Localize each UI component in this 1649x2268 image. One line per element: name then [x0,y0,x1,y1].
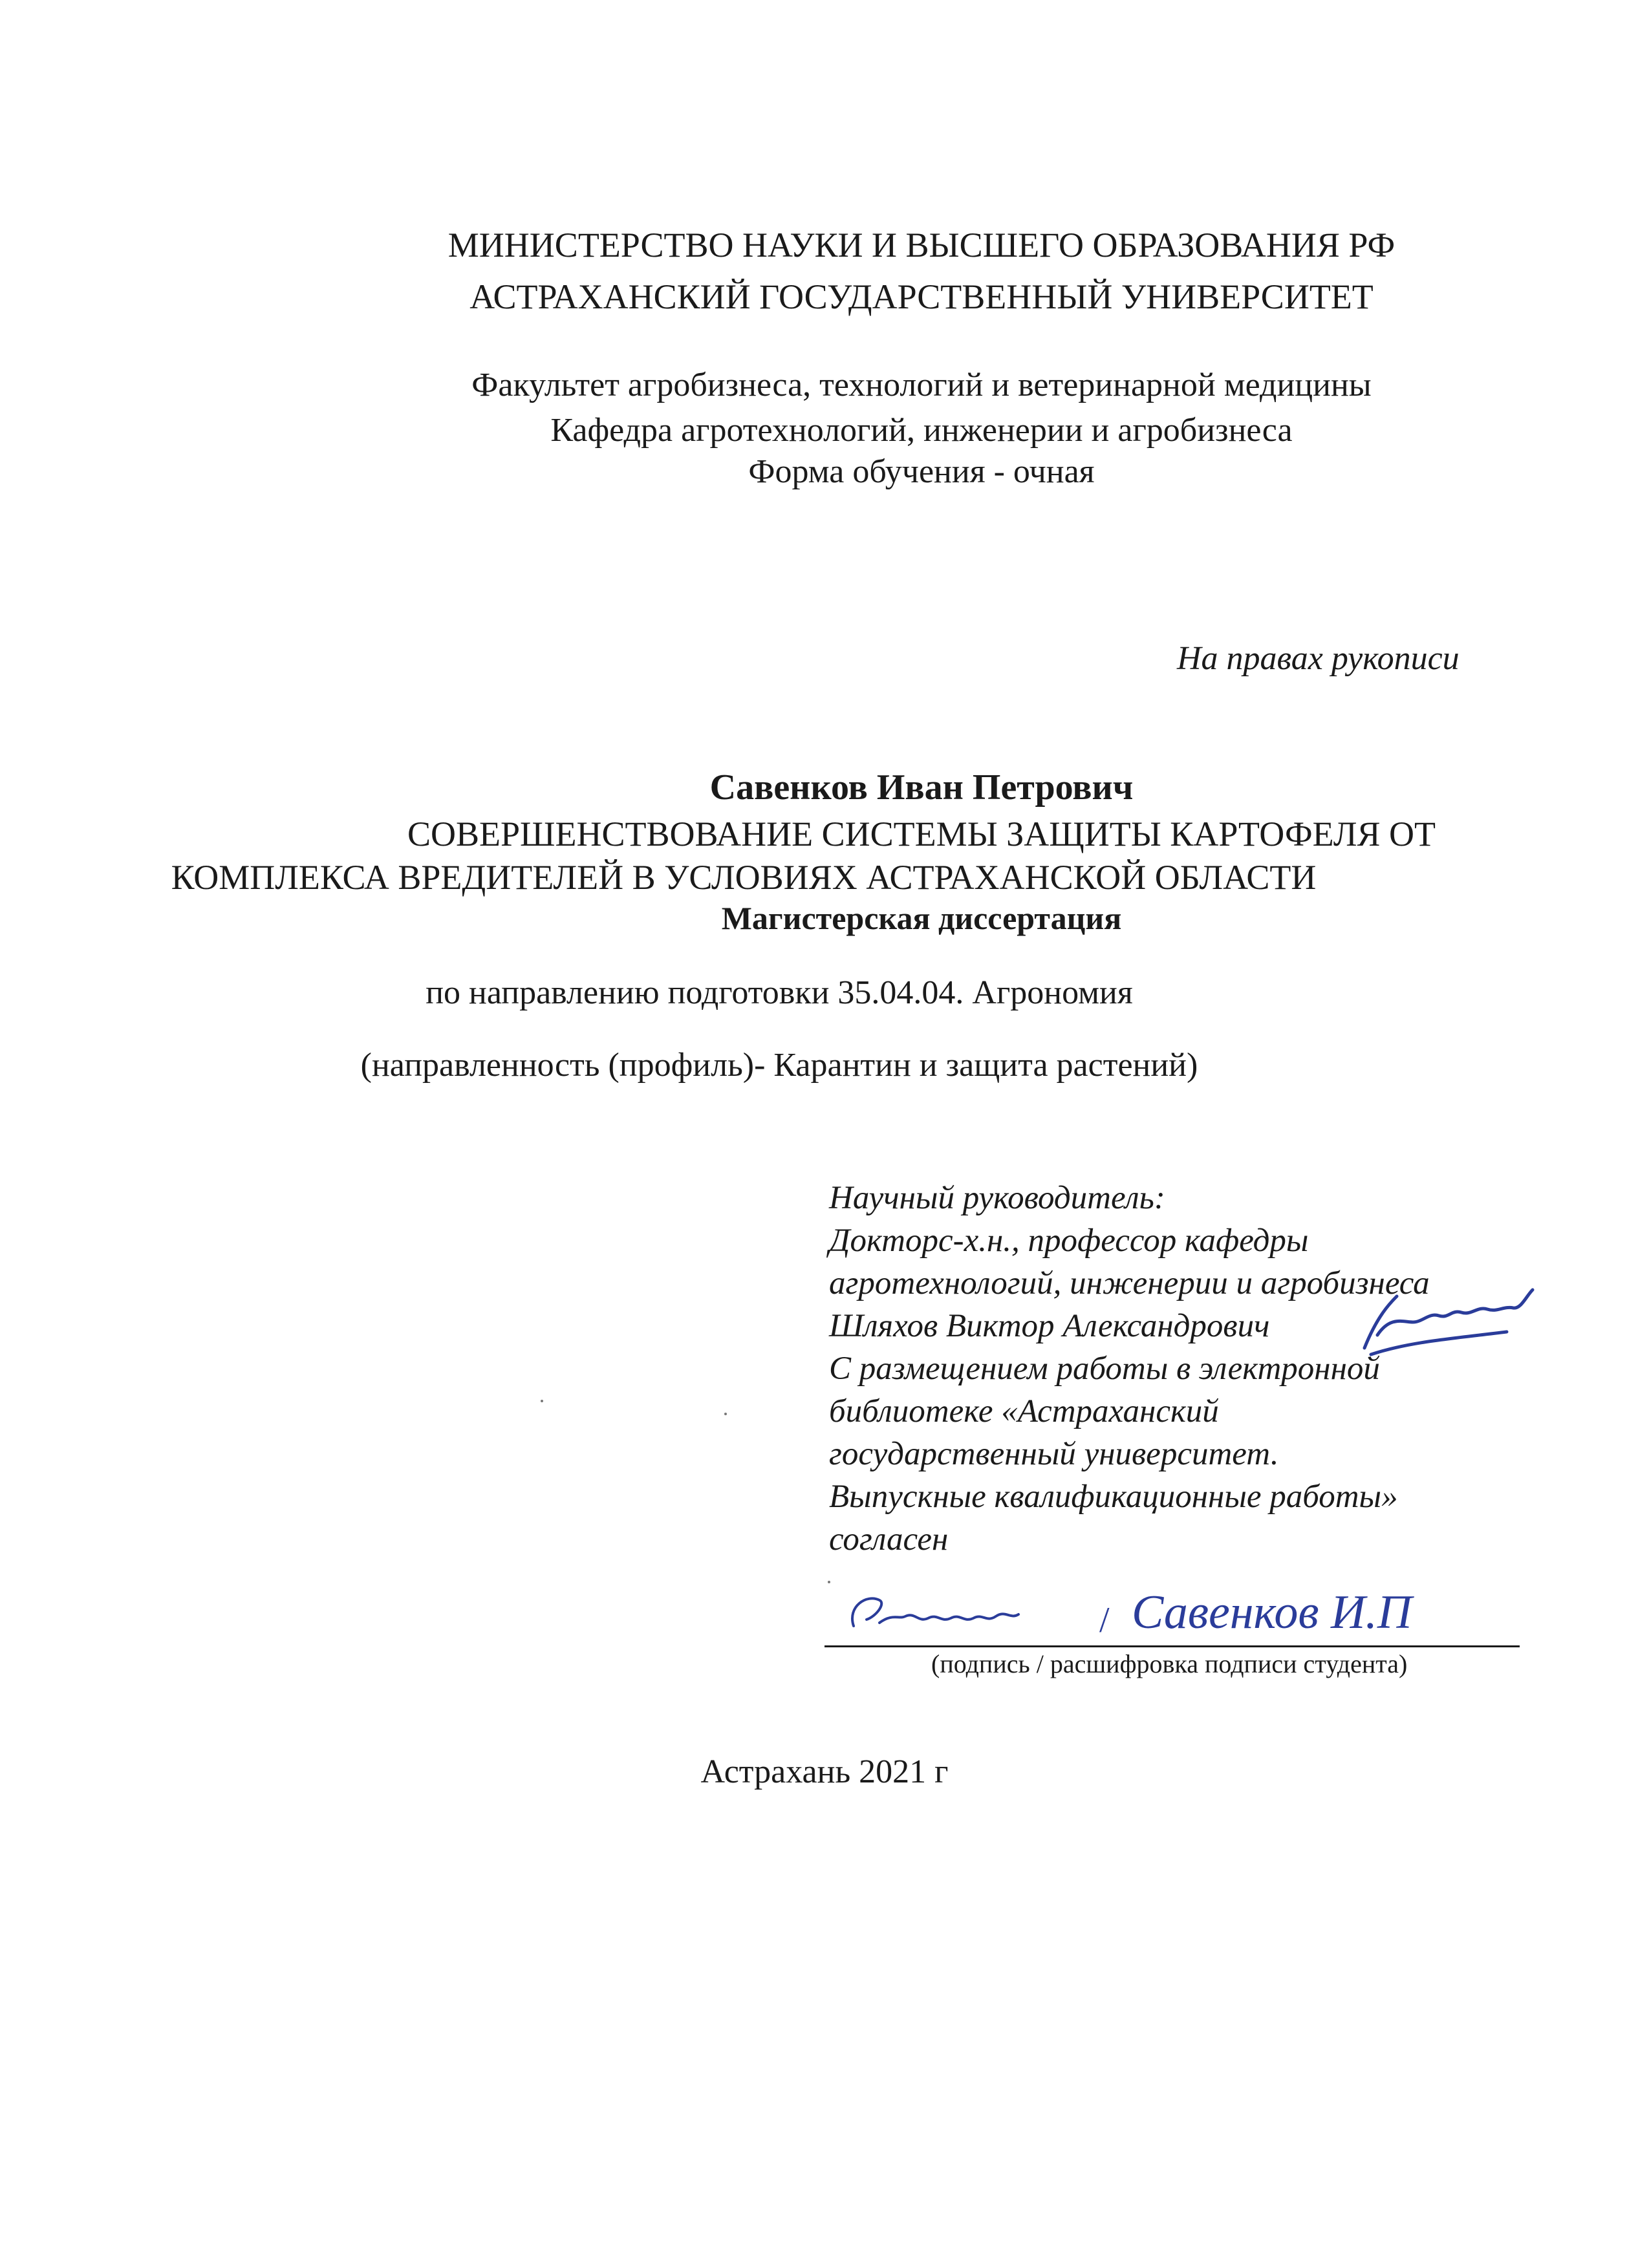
supervisor-degree: Докторс-х.н., профессор кафедры [829,1223,1309,1259]
scan-speck [828,1581,830,1583]
consent-line-1: С размещением работы в электронной [829,1351,1380,1387]
work-type: Магистерская диссертация [721,900,1122,936]
supervisor-label: Научный руководитель: [829,1180,1165,1216]
consent-line-2: библиотеке «Астраханский [829,1393,1219,1429]
consent-line-3: государственный университет. [829,1436,1279,1472]
profile-line: (направленность (профиль)- Карантин и защита растений) [360,1047,1198,1084]
supervisor-signature [1352,1277,1546,1374]
consent-line-5: согласен [829,1521,949,1557]
manuscript-note: На правах рукописи [1177,640,1460,677]
signature-underline [824,1645,1520,1647]
direction-line: по направлению подготовки 35.04.04. Агрономия [426,974,1133,1011]
university-heading: АСТРАХАНСКИЙ ГОСУДАРСТВЕННЫЙ УНИВЕРСИТЕТ [469,277,1374,316]
ministry-heading: МИНИСТЕРСТВО НАУКИ И ВЫСШЕГО ОБРАЗОВАНИЯ РФ [447,226,1396,264]
signature-separator: / [1099,1600,1110,1640]
consent-line-4: Выпускные квалификационные работы» [829,1479,1398,1515]
study-form-line: Форма обучения - очная [748,453,1095,490]
signature-caption: (подпись / расшифровка подписи студента) [931,1649,1408,1678]
city-year: Астрахань 2021 г [700,1753,949,1790]
scan-speck [541,1400,543,1402]
thesis-title-line-1: СОВЕРШЕНСТВОВАНИЕ СИСТЕМЫ ЗАЩИТЫ КАРТОФЕЛЯ ОТ [407,815,1436,853]
student-name-handwritten [1125,1578,1487,1642]
faculty-line: Факультет агробизнеса, технологий и ветеринарной медицины [471,367,1372,403]
scan-speck [724,1413,727,1415]
thesis-title-line-2: КОМПЛЕКСА ВРЕДИТЕЛЕЙ В УСЛОВИЯХ АСТРАХАНСКОЙ ОБЛАСТИ [171,858,1317,897]
department-line: Кафедра агротехнологий, инженерии и агробизнеса [550,412,1293,449]
student-name-handwritten-text: Савенков И.П [1132,1586,1412,1639]
supervisor-department: агротехнологий, инженерии и агробизнеса [829,1265,1430,1301]
supervisor-name: Шляхов Виктор Александрович [829,1308,1270,1344]
author-name: Савенков Иван Петрович [709,767,1134,808]
student-signature [841,1587,1035,1645]
